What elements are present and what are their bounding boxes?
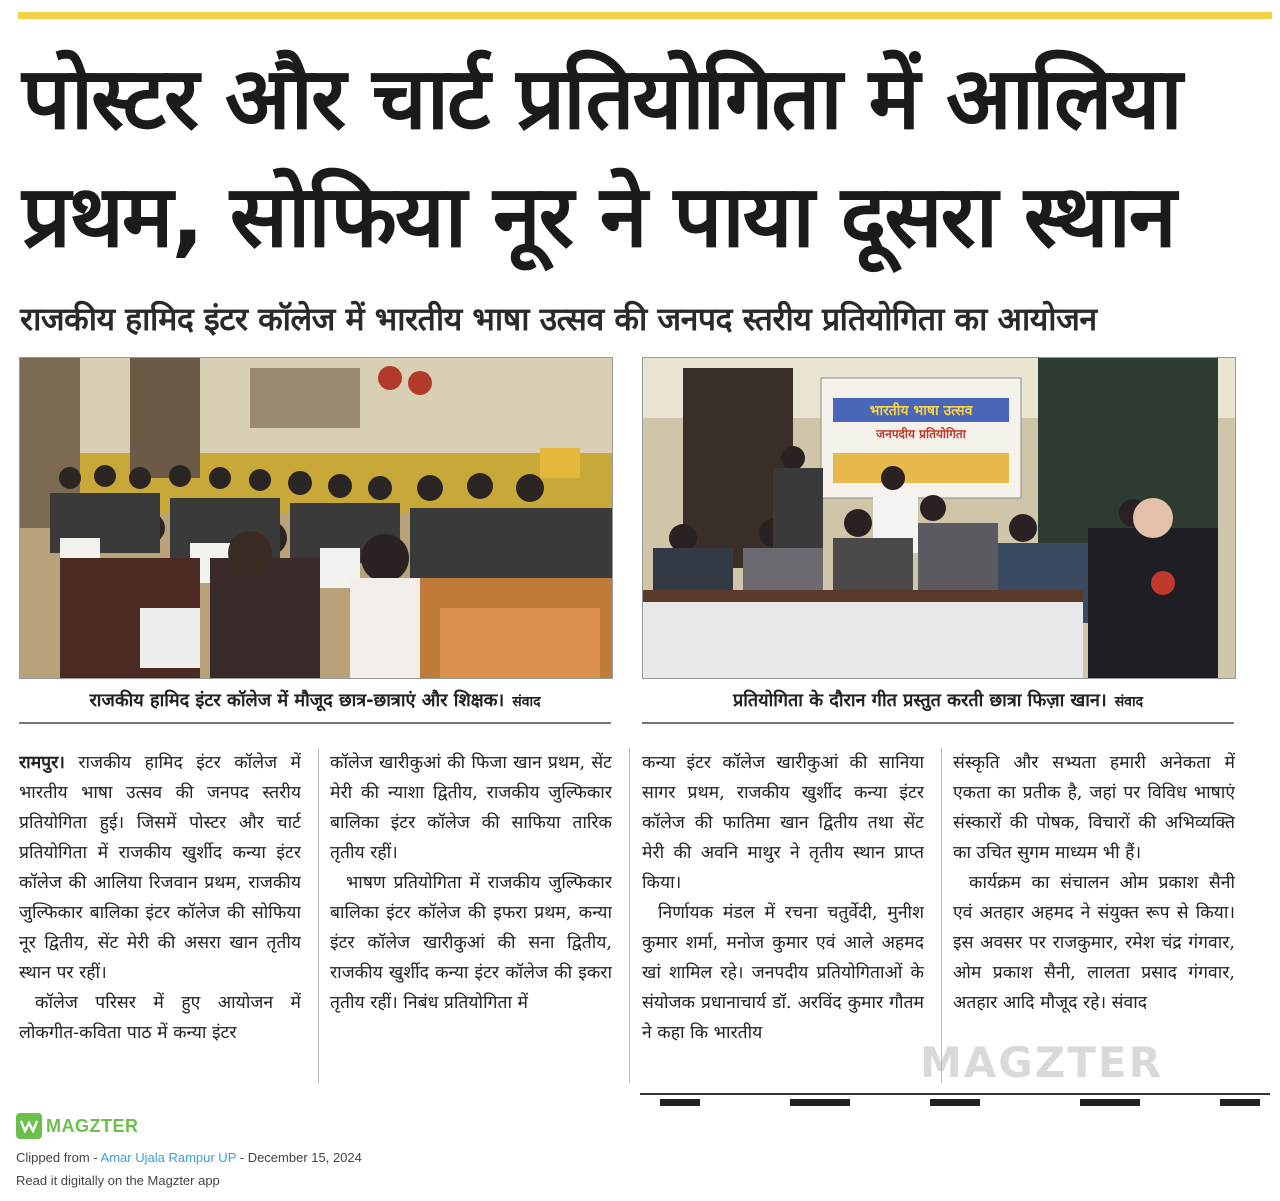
column-2-paragraph-2: भाषण प्रतियोगिता में राजकीय जुल्फिकार बालिका इंटर कॉलेज की इफरा प्रथम, कन्या इंटर कॉलेज खारीकुआं की सना द्वितीय, राजकीय खुर्शीद कन्या इंटर कॉलेज की इकरा तृतीय रहीं। निबंध प्रतियोगिता में xyxy=(330,873,612,1013)
caption-rule-left xyxy=(19,722,611,724)
column-1-paragraph-2: कॉलेज परिसर में हुए आयोजन में लोकगीत-कविता पाठ में कन्या इंटर xyxy=(19,993,301,1043)
column-4-paragraph-2 xyxy=(953,868,1235,1018)
column-1-text-1: राजकीय हामिद इंटर कॉलेज में भारतीय भाषा उत्सव की जनपद स्तरीय प्रतियोगिता हुई। जिसमें पोस्टर और चार्ट प्रतियोगिता में राजकीय खुर्शीद कन्या इंटर कॉलेज की आलिया रिजवान प्रथम, राजकीय जुल्फिकार बालिका इंटर कॉलेज की सोफिया नूर द्वितीय, सेंट मेरी की असरा खान तृतीय स्थान पर रहीं। xyxy=(19,753,301,983)
article-column-4 xyxy=(953,748,1235,1083)
banner-line-1: भारतीय भाषा उत्सव xyxy=(869,403,973,419)
headline-line-1: पोस्टर और चार्ट प्रतियोगिता में आलिया xyxy=(22,49,1181,149)
photo-audience-image xyxy=(20,358,612,678)
magzter-logo[interactable] xyxy=(16,1112,139,1140)
photo-caption-right xyxy=(642,686,1234,716)
column-divider-1 xyxy=(318,748,319,1083)
photo-stage-image xyxy=(643,358,1235,678)
column-divider-2 xyxy=(629,748,630,1083)
column-2-paragraph-1: कॉलेज खारीकुआं की फिजा खान प्रथम, सेंट मेरी की न्याशा द्वितीय, राजकीय जुल्फिकार बालिका इंटर कॉलेज की साफिया तारिक तृतीय रहीं। xyxy=(330,753,612,863)
column-divider-3 xyxy=(941,748,942,1083)
article-headline xyxy=(22,40,1242,276)
caption-left-text: राजकीय हामिद इंटर कॉलेज में मौजूद छात्र-छात्राएं और शिक्षक। xyxy=(89,690,505,711)
photo-stage xyxy=(642,357,1236,679)
publication-link[interactable]: Amar Ujala Rampur UP xyxy=(100,1150,237,1165)
headline-line-2: प्रथम, सोफिया नूर ने पाया दूसरा स्थान xyxy=(22,167,1175,267)
caption-right-text: प्रतियोगिता के दौरान गीत प्रस्तुत करती छात्रा फिज़ा खान। xyxy=(732,690,1107,711)
clipped-from-line xyxy=(16,1150,362,1165)
clipped-prefix: Clipped from - xyxy=(16,1150,101,1165)
photo-audience xyxy=(19,357,613,679)
column-1-paragraph-1 xyxy=(19,748,301,988)
column-3-paragraph-2: निर्णायक मंडल में रचना चतुर्वेदी, मुनीश कुमार शर्मा, मनोज कुमार एवं आले अहमद खां शामिल रहे। जनपदीय प्रतियोगिताओं के संयोजक प्रधानाचार्य डॉ. अरविंद कुमार गौतम ने कहा कि भारतीय xyxy=(642,903,924,1043)
photo-caption-left xyxy=(19,686,611,716)
article-column-1 xyxy=(19,748,301,1083)
column-4-credit: संवाद xyxy=(1111,993,1148,1013)
column-4-paragraph-1: संस्कृति और सभ्यता हमारी अनेकता में एकता का प्रतीक है, जहां पर विविध भाषाएं संस्कारों की पोषक, विचारों की अभिव्यक्ति का उचित सुगम माध्यम भी हैं। xyxy=(953,753,1235,863)
adjacent-article-edge xyxy=(1258,40,1280,1100)
next-article-strip xyxy=(640,1092,1270,1106)
caption-rule-right xyxy=(642,722,1234,724)
article-subheadline: राजकीय हामिद इंटर कॉलेज में भारतीय भाषा उत्सव की जनपद स्तरीय प्रतियोगिता का आयोजन xyxy=(20,300,1097,338)
dateline: रामपुर। xyxy=(19,753,65,773)
magzter-logo-text: MAGZTER xyxy=(46,1115,139,1136)
caption-left-credit: संवाद xyxy=(512,694,541,710)
banner-line-2: जनपदीय प्रतियोगिता xyxy=(876,427,966,441)
magzter-logo-icon xyxy=(16,1113,42,1139)
column-3-paragraph-1: कन्या इंटर कॉलेज खारीकुआं की सानिया सागर प्रथम, राजकीय खुर्शीद कन्या इंटर कॉलेज की फातिमा खान द्वितीय तथा सेंट मेरी की अवनि माथुर ने तृतीय स्थान प्राप्त किया। xyxy=(642,753,924,893)
clip-date: - December 15, 2024 xyxy=(236,1150,362,1165)
column-4-text-2: कार्यक्रम का संचालन ओम प्रकाश सैनी एवं अतहार अहमद ने संयुक्त रूप से किया। इस अवसर पर राजकुमार, रमेश चंद्र गंगवार, ओम प्रकाश सैनी, लालता प्रसाद गंगवार, अतहार आदि मौजूद रहे। xyxy=(953,873,1235,1013)
top-accent-bar xyxy=(18,12,1272,19)
caption-right-credit: संवाद xyxy=(1114,694,1144,710)
magzter-watermark: MAGZTER xyxy=(920,1038,1163,1087)
read-digitally-line: Read it digitally on the Magzter app xyxy=(16,1173,220,1188)
article-column-3 xyxy=(642,748,924,1083)
article-column-2 xyxy=(330,748,612,1083)
